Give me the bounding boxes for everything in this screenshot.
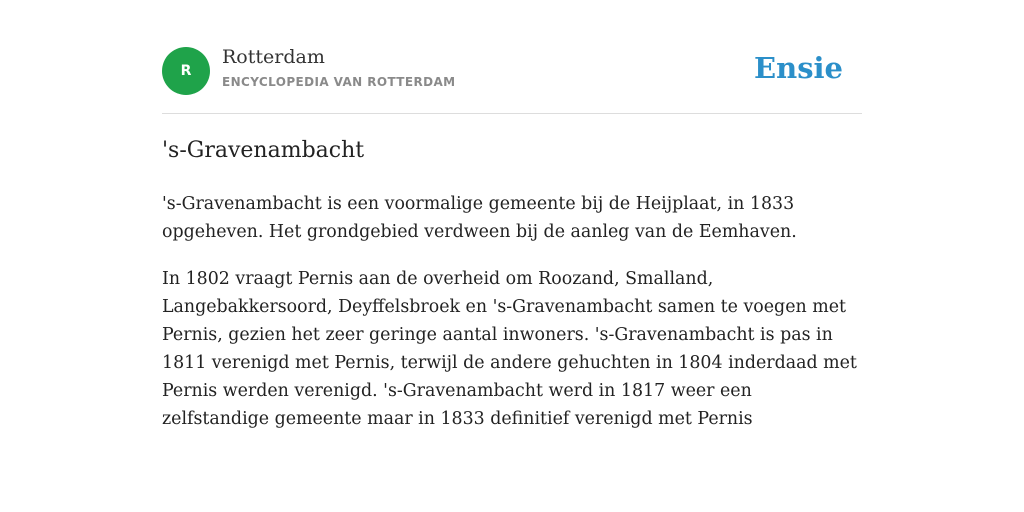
avatar[interactable]: R <box>162 47 210 95</box>
site-subtitle: ENCYCLOPEDIA VAN ROTTERDAM <box>222 75 456 89</box>
article-title: 's-Gravenambacht <box>162 138 365 163</box>
article-body <box>162 190 862 452</box>
site-name[interactable]: Rotterdam <box>222 46 325 68</box>
brand-logo[interactable]: Ensie <box>754 51 843 85</box>
article-paragraph: In 1802 vraagt Pernis aan de overheid om Roozand, Smalland, Langebakkersoord, Deyffelsbroek en 's-Gravenambacht samen te voegen met Pernis, gezien het zeer geringe aantal inwoners. 's-Gravenambacht is pas in 1811 verenigd met Pernis, terwijl de andere gehuchten in 1804 inderdaad met Pernis werden verenigd. 's-Gravenambacht werd in 1817 weer een zelfstandige gemeente maar in 1833 definitief verenigd met Pernis <box>162 269 857 429</box>
header-divider <box>162 113 862 114</box>
article-paragraph: 's-Gravenambacht is een voormalige gemeente bij de Heijplaat, in 1833 opgeheven. Het grondgebied verdween bij de aanleg van de Eemhaven. <box>162 194 797 242</box>
header <box>162 44 862 96</box>
